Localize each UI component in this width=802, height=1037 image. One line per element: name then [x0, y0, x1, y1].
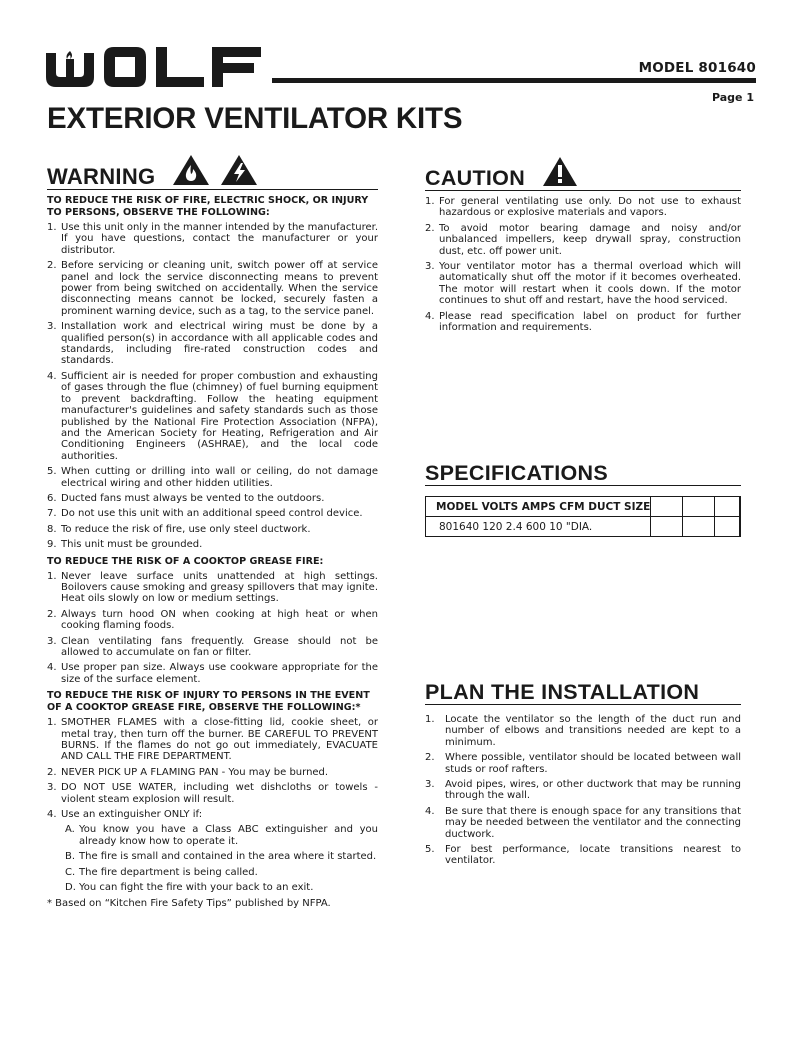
item-text: Locate the ventilator so the length of the duct run and number of elbows and transitions needed are kept to a minimum. — [445, 714, 741, 748]
item-text: Do not use this unit with an additional speed control device. — [61, 508, 363, 520]
item-number: 1. — [47, 222, 57, 233]
page-number: Page 1 — [711, 91, 754, 104]
plan-list-item — [425, 844, 741, 867]
warning-list-item — [47, 539, 378, 550]
warning-list-item — [47, 524, 378, 535]
item-number: 2. — [425, 222, 435, 234]
item-number: 4. — [47, 370, 57, 382]
spec-header-cell — [426, 497, 651, 517]
item-text: You know you have a Class ABC extinguisher and you already know how to operate it. — [79, 824, 378, 847]
warning-list-item — [47, 508, 378, 519]
item-number: D. — [65, 882, 76, 894]
header-rule — [272, 78, 756, 83]
item-number: C. — [65, 866, 76, 878]
item-text: Ducted fans must always be vented to the outdoors. — [61, 492, 325, 504]
caution-heading: CAUTION — [425, 166, 526, 190]
plan-list-item — [425, 714, 741, 748]
caution-icon — [542, 156, 578, 187]
item-number: 1. — [425, 714, 435, 725]
item-text: DO NOT USE WATER, including wet dishcloths or towels - violent steam explosion will result. — [61, 782, 378, 805]
item-number: 2. — [425, 752, 435, 764]
warning-list-item — [47, 222, 378, 256]
model-number: MODEL 801640 — [638, 60, 756, 76]
item-text: Always turn hood ON when cooking at high heat or when cooking flaming foods. — [61, 608, 378, 632]
item-text: Before servicing or cleaning unit, switch power off at service panel and lock the service disconnecting means to prevent power from being switched on accidentally. When the service disconnecting means cannot be locked, securely fasten a prominent warning device, such as a tag, to the service panel. — [61, 260, 378, 317]
spec-header-text: MODEL VOLTS AMPS CFM DUCT SIZE — [436, 500, 651, 513]
warning-subhead-2: TO REDUCE THE RISK OF A COOKTOP GREASE FIRE: — [47, 555, 324, 567]
item-text: Installation work and electrical wiring must be done by a qualified person(s) in accordance with all applicable codes and standards, including fire-rated construction codes and standards. — [61, 321, 378, 367]
grease-fire-list-item — [47, 636, 378, 659]
plan-list-item — [425, 752, 741, 775]
item-number: 5. — [425, 844, 435, 856]
item-text: Use an extinguisher ONLY if: — [61, 809, 203, 821]
item-text: You can fight the fire with your back to an exit. — [79, 882, 314, 894]
item-number: B. — [65, 851, 76, 863]
warning-subhead-3: TO REDUCE THE RISK OF INJURY TO PERSONS IN THE EVENT OF A COOKTOP GREASE FIRE, OBSERVE THE FOLLOWING:* — [47, 690, 370, 714]
item-number: 7. — [47, 508, 57, 520]
spec-row-text: 801640 120 2.4 600 10 "DIA. — [439, 520, 593, 533]
item-text: Sufficient air is needed for proper combustion and exhausting of gases through the flue (chimney) of fuel burning equipment to prevent backdrafting. Follow the heating equipment manufacturer's guidelines and safety standards such as those published by the National Fire Protection Association (NFPA), and the American Society for Heating, Refrigeration and Air Conditioning Engineers (ASHRAE), and the local code authorities. — [61, 370, 378, 462]
item-number: 3. — [47, 782, 57, 794]
plan-section — [425, 674, 741, 871]
item-text: Never leave surface units unattended at high settings. Boilovers cause smoking and greasy spillovers that may ignite. Heat oils slowly on low or medium settings. — [61, 570, 378, 605]
item-text: Be sure that there is enough space for any transitions that may be needed between the ventilator and the connecting ductwork. — [445, 805, 741, 840]
grease-fire-list-item — [47, 609, 378, 632]
caution-list — [425, 196, 741, 333]
item-number: 3. — [425, 779, 435, 791]
item-number: 3. — [425, 261, 435, 273]
item-text: NEVER PICK UP A FLAMING PAN - You may be burned. — [61, 766, 329, 778]
warning-list-2 — [47, 571, 378, 686]
item-text: SMOTHER FLAMES with a close-fitting lid, cookie sheet, or metal tray, then turn off the burner. BE CAREFUL TO PREVENT BURNS. If the flames do not go out immediately, EVACUATE AND CALL THE FIRE DEPARTMENT. — [61, 717, 378, 763]
item-number: 2. — [47, 608, 57, 620]
warning-list-item — [47, 371, 378, 462]
caution-section — [425, 160, 741, 337]
electric-shock-icon — [220, 154, 258, 186]
spec-data-row — [426, 517, 741, 537]
warning-subhead-1: TO REDUCE THE RISK OF FIRE, ELECTRIC SHOCK, OR INJURY TO PERSONS, OBSERVE THE FOLLOWING: — [47, 195, 369, 218]
fire-response-list-item — [47, 717, 378, 763]
item-number: 1. — [47, 570, 57, 582]
page-title: EXTERIOR VENTILATOR KITS — [47, 102, 463, 135]
item-number: 3. — [47, 635, 57, 647]
item-number: 5. — [47, 466, 57, 478]
grease-fire-list-item — [47, 662, 378, 685]
plan-list-item — [425, 806, 741, 840]
specifications-heading: SPECIFICATIONS — [425, 461, 608, 485]
item-number: A. — [65, 824, 75, 836]
warning-list-item — [47, 321, 378, 367]
caution-header — [425, 160, 741, 191]
fire-hazard-icon — [172, 154, 210, 186]
item-number: 1. — [47, 717, 57, 729]
plan-list-item — [425, 779, 741, 802]
item-text: This unit must be grounded. — [61, 539, 203, 551]
item-text: Please read specification label on product for further information and requirements. — [439, 310, 741, 334]
item-number: 8. — [47, 523, 57, 535]
item-text: Avoid pipes, wires, or other ductwork that may be running through the wall. — [445, 779, 741, 802]
item-text: Clean ventilating fans frequently. Grease should not be allowed to accumulate on fan or filter. — [61, 635, 378, 658]
item-text: For best performance, locate transitions nearest to ventilator. — [445, 844, 741, 867]
item-number: 4. — [47, 662, 57, 674]
plan-heading: PLAN THE INSTALLATION — [425, 680, 700, 704]
item-text: To avoid motor bearing damage and noisy and/or unbalanced impellers, keep drywall spray, construction dust, etc. off power unit. — [439, 222, 741, 257]
caution-list-item — [425, 261, 741, 307]
warning-list-item — [47, 466, 378, 489]
caution-list-item — [425, 196, 741, 219]
item-number: 4. — [425, 310, 435, 322]
item-text: The fire is small and contained in the area where it started. — [79, 851, 377, 863]
item-text: For general ventilating use only. Do not use to exhaust hazardous or explosive materials and vapors. — [439, 196, 741, 219]
specifications-table — [425, 496, 741, 537]
specifications-header — [425, 455, 741, 486]
warning-list-item — [47, 493, 378, 504]
fire-response-list-item — [47, 782, 378, 805]
caution-list-item — [425, 223, 741, 257]
plan-list — [425, 714, 741, 867]
item-number: 6. — [47, 492, 57, 504]
item-number: 4. — [47, 809, 57, 821]
extinguisher-condition-item — [65, 882, 378, 893]
item-text: Use proper pan size. Always use cookware appropriate for the size of the surface element. — [61, 662, 378, 685]
grease-fire-list-item — [47, 571, 378, 605]
item-text: To reduce the risk of fire, use only steel ductwork. — [61, 523, 311, 535]
plan-header — [425, 674, 741, 705]
warning-list-item — [47, 260, 378, 317]
item-number: 1. — [425, 196, 435, 207]
wolf-logo — [46, 47, 261, 87]
caution-list-item — [425, 311, 741, 334]
spec-header-row — [426, 497, 741, 517]
warning-list-3 — [47, 717, 378, 820]
fire-response-list-item — [47, 767, 378, 778]
item-text: The fire department is being called. — [79, 866, 258, 878]
item-number: 2. — [47, 766, 57, 778]
warning-header — [47, 159, 378, 190]
item-text: When cutting or drilling into wall or ceiling, do not damage electrical wiring and other hidden utilities. — [61, 466, 378, 489]
warning-section — [47, 159, 378, 910]
fire-response-list-item — [47, 809, 378, 820]
extinguisher-conditions — [65, 824, 378, 893]
extinguisher-condition-item — [65, 851, 378, 862]
item-number: 2. — [47, 260, 57, 272]
item-number: 3. — [47, 321, 57, 333]
warning-list-1 — [47, 222, 378, 551]
item-number: 4. — [425, 805, 435, 817]
warning-heading: WARNING — [47, 164, 156, 189]
specifications-section — [425, 455, 741, 537]
footnote: * Based on “Kitchen Fire Safety Tips” published by NFPA. — [47, 897, 331, 909]
item-number: 9. — [47, 539, 57, 551]
item-text: Use this unit only in the manner intended by the manufacturer. If you have questions, contact the manufacturer or your distributor. — [61, 222, 378, 256]
extinguisher-condition-item — [65, 867, 378, 878]
item-text: Where possible, ventilator should be located between wall studs or roof rafters. — [445, 752, 741, 775]
spec-data-cell — [426, 517, 651, 537]
extinguisher-condition-item — [65, 824, 378, 847]
item-text: Your ventilator motor has a thermal overload which will automatically shut off the motor if it becomes overheated. The motor will restart when it cools down. If the motor continues to shut off and restart, have the hood serviced. — [439, 261, 741, 307]
